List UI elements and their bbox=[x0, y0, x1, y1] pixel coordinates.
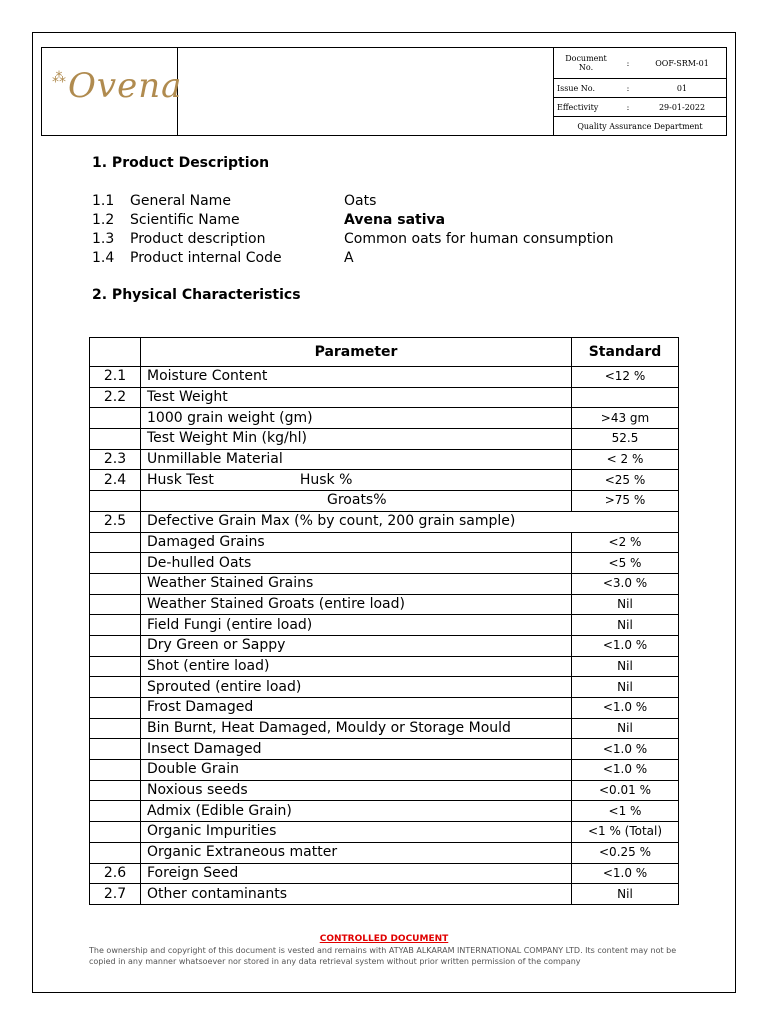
description-value: Oats bbox=[344, 193, 377, 209]
row-standard: Nil bbox=[572, 677, 679, 698]
footer bbox=[89, 934, 679, 967]
effectivity-date: 29-01-2022 bbox=[638, 98, 726, 117]
row-number bbox=[90, 635, 141, 656]
table-header-row bbox=[90, 338, 679, 367]
table-row bbox=[90, 449, 679, 470]
row-parameter: Noxious seeds bbox=[141, 780, 572, 801]
description-num: 1.2 bbox=[92, 212, 115, 228]
row-standard: Nil bbox=[572, 594, 679, 615]
row-standard: <1.0 % bbox=[572, 698, 679, 719]
row-standard: <1.0 % bbox=[572, 863, 679, 884]
row-parameter: Weather Stained Grains bbox=[141, 573, 572, 594]
table-row bbox=[90, 656, 679, 677]
row-number bbox=[90, 491, 141, 512]
row-number bbox=[90, 801, 141, 822]
table-row bbox=[90, 470, 679, 491]
row-standard: Nil bbox=[572, 884, 679, 905]
table-row bbox=[90, 532, 679, 553]
row-parameter: Other contaminants bbox=[141, 884, 572, 905]
table-row bbox=[90, 553, 679, 574]
description-value: Avena sativa bbox=[344, 212, 446, 228]
row-number bbox=[90, 677, 141, 698]
row-parameter bbox=[141, 491, 572, 512]
row-number bbox=[90, 698, 141, 719]
row-parameter: Husk Test Husk % bbox=[141, 470, 572, 491]
title-cell bbox=[178, 48, 554, 136]
row-parameter: Moisture Content bbox=[141, 367, 572, 388]
description-key: Product internal Code bbox=[130, 250, 282, 266]
row-standard: <1 % bbox=[572, 801, 679, 822]
table-row bbox=[90, 408, 679, 429]
row-number bbox=[90, 842, 141, 863]
row-standard: <0.25 % bbox=[572, 842, 679, 863]
oat-sprig-icon: ⁂ bbox=[52, 70, 66, 86]
standard-header: Standard bbox=[572, 338, 679, 367]
logo-cell bbox=[42, 48, 183, 136]
row-parameter: Bin Burnt, Heat Damaged, Mouldy or Storage Mould bbox=[141, 718, 572, 739]
table-row bbox=[90, 842, 679, 863]
description-num: 1.4 bbox=[92, 250, 115, 266]
section-1-title: 1. Product Description bbox=[92, 155, 270, 171]
row-number bbox=[90, 594, 141, 615]
row-number: 2.5 bbox=[90, 511, 141, 532]
row-number: 2.7 bbox=[90, 884, 141, 905]
row-number bbox=[90, 573, 141, 594]
physical-characteristics-table bbox=[89, 337, 679, 905]
row-parameter: Weather Stained Groats (entire load) bbox=[141, 594, 572, 615]
description-num: 1.1 bbox=[92, 193, 115, 209]
row-number bbox=[90, 615, 141, 636]
description-key: Scientific Name bbox=[130, 212, 240, 228]
table-row bbox=[90, 511, 679, 532]
table-row bbox=[90, 822, 679, 843]
row-standard: <0.01 % bbox=[572, 780, 679, 801]
row-standard: Nil bbox=[572, 718, 679, 739]
controlled-document-label: CONTROLLED DOCUMENT bbox=[319, 934, 449, 944]
row-standard: <1 % (Total) bbox=[572, 822, 679, 843]
row-standard: Nil bbox=[572, 615, 679, 636]
row-number: 2.6 bbox=[90, 863, 141, 884]
section-2-title: 2. Physical Characteristics bbox=[92, 287, 301, 303]
document-no-label: Document No. bbox=[554, 48, 618, 79]
row-number bbox=[90, 760, 141, 781]
table-row bbox=[90, 718, 679, 739]
row-number: 2.4 bbox=[90, 470, 141, 491]
row-number: 2.1 bbox=[90, 367, 141, 388]
copyright-notice: The ownership and copyright of this document is vested and remains with ATYAB ALKARAM INTERNATIONAL COMPANY LTD. Its content may not be copied in any manner whatsoever nor stored in any data retrieval system without prior written permission of the company bbox=[89, 946, 677, 966]
table-row bbox=[90, 615, 679, 636]
row-number bbox=[90, 429, 141, 450]
description-item bbox=[92, 249, 614, 268]
row-parameter: Test Weight bbox=[141, 387, 572, 408]
row-standard: <3.0 % bbox=[572, 573, 679, 594]
row-parameter: Unmillable Material bbox=[141, 449, 572, 470]
description-item bbox=[92, 230, 614, 249]
document-header bbox=[41, 47, 727, 136]
row-number bbox=[90, 780, 141, 801]
row-parameter: De-hulled Oats bbox=[141, 553, 572, 574]
row-parameter: Field Fungi (entire load) bbox=[141, 615, 572, 636]
description-value: Common oats for human consumption bbox=[344, 231, 614, 247]
table-row bbox=[90, 491, 679, 512]
groats-subparameter: Groats% bbox=[327, 492, 387, 509]
table-row bbox=[90, 429, 679, 450]
row-parameter: Defective Grain Max (% by count, 200 grain sample) bbox=[141, 511, 679, 532]
description-item bbox=[92, 192, 614, 211]
row-parameter: Shot (entire load) bbox=[141, 656, 572, 677]
table-row bbox=[90, 635, 679, 656]
parameter-header: Parameter bbox=[141, 338, 572, 367]
row-number bbox=[90, 408, 141, 429]
issue-no: 01 bbox=[638, 79, 726, 98]
row-parameter: Frost Damaged bbox=[141, 698, 572, 719]
brand-logo: Ovena bbox=[68, 66, 183, 106]
row-parameter: Dry Green or Sappy bbox=[141, 635, 572, 656]
row-standard: <1.0 % bbox=[572, 739, 679, 760]
row-number bbox=[90, 532, 141, 553]
row-number: 2.2 bbox=[90, 387, 141, 408]
table-row bbox=[90, 739, 679, 760]
row-standard: <1.0 % bbox=[572, 635, 679, 656]
row-parameter: Insect Damaged bbox=[141, 739, 572, 760]
table-row bbox=[90, 884, 679, 905]
row-standard: <2 % bbox=[572, 532, 679, 553]
table-row bbox=[90, 677, 679, 698]
table-row bbox=[90, 801, 679, 822]
document-meta: Document No. : OOF-SRM-01 Issue No. : 01 Effectivity : 29-01-2022 Quality Assurance Department bbox=[554, 48, 727, 136]
table-row bbox=[90, 387, 679, 408]
description-item bbox=[92, 211, 614, 230]
table-row bbox=[90, 780, 679, 801]
table-row bbox=[90, 367, 679, 388]
row-standard: 52.5 bbox=[572, 429, 679, 450]
description-value: A bbox=[344, 250, 354, 266]
row-standard: >43 gm bbox=[572, 408, 679, 429]
row-parameter: Organic Impurities bbox=[141, 822, 572, 843]
table-row bbox=[90, 760, 679, 781]
row-standard: <12 % bbox=[572, 367, 679, 388]
row-standard: <25 % bbox=[572, 470, 679, 491]
row-standard: >75 % bbox=[572, 491, 679, 512]
row-standard bbox=[572, 387, 679, 408]
row-parameter: Foreign Seed bbox=[141, 863, 572, 884]
row-parameter: Damaged Grains bbox=[141, 532, 572, 553]
row-number: 2.3 bbox=[90, 449, 141, 470]
table-row bbox=[90, 863, 679, 884]
row-standard: Nil bbox=[572, 656, 679, 677]
document-no: OOF-SRM-01 bbox=[638, 48, 726, 79]
row-number bbox=[90, 739, 141, 760]
row-parameter: 1000 grain weight (gm) bbox=[141, 408, 572, 429]
row-parameter: Test Weight Min (kg/hl) bbox=[141, 429, 572, 450]
row-parameter: Organic Extraneous matter bbox=[141, 842, 572, 863]
row-number bbox=[90, 553, 141, 574]
table-row bbox=[90, 594, 679, 615]
description-num: 1.3 bbox=[92, 231, 115, 247]
department: Quality Assurance Department bbox=[577, 121, 703, 131]
husk-subparameter: Husk % bbox=[299, 471, 353, 488]
row-parameter: Sprouted (entire load) bbox=[141, 677, 572, 698]
row-standard: <1.0 % bbox=[572, 760, 679, 781]
description-key: Product description bbox=[130, 231, 266, 247]
description-key: General Name bbox=[130, 193, 231, 209]
row-standard: < 2 % bbox=[572, 449, 679, 470]
table-row bbox=[90, 573, 679, 594]
row-standard: <5 % bbox=[572, 553, 679, 574]
row-number bbox=[90, 718, 141, 739]
issue-no-label: Issue No. bbox=[554, 79, 618, 98]
row-parameter: Double Grain bbox=[141, 760, 572, 781]
effectivity-label: Effectivity bbox=[554, 98, 618, 117]
table-row bbox=[90, 698, 679, 719]
row-number bbox=[90, 822, 141, 843]
product-description-list bbox=[92, 192, 614, 268]
row-parameter: Admix (Edible Grain) bbox=[141, 801, 572, 822]
row-number bbox=[90, 656, 141, 677]
